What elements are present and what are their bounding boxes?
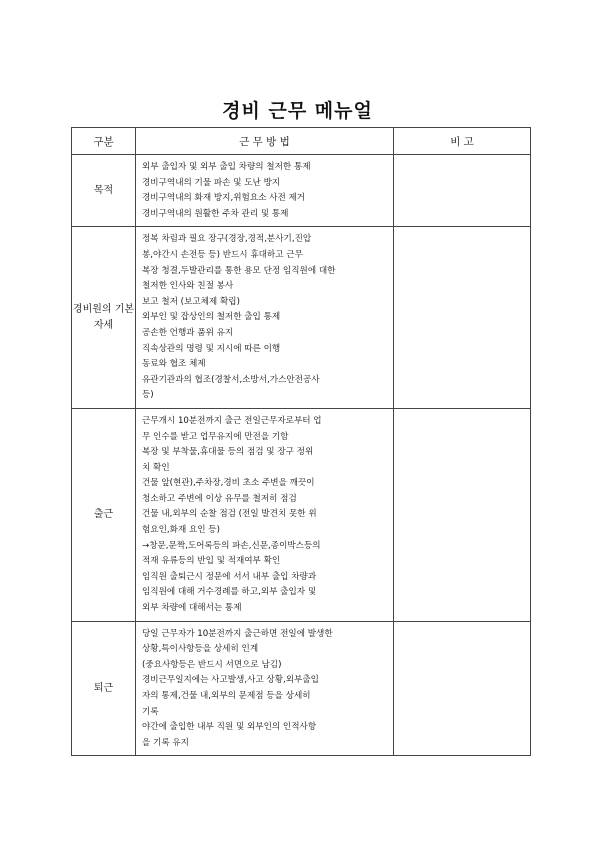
method-cell xyxy=(136,408,394,621)
method-line: 야간에 출입한 내부 직원 및 외부인의 인적사항 xyxy=(142,722,317,733)
method-line: 봉,야간시 손전등 등) 반드시 휴대하고 근무 xyxy=(142,249,303,260)
method-line: 복장 청결,두발관리를 통한 용모 단정 임직원에 대한 xyxy=(142,265,336,276)
method-line: 정복 차림과 필요 장구(경장,경적,분사기,진압 xyxy=(142,234,312,245)
method-line: 건물 내,외부의 순찰 점검 (전일 발견치 못한 위 xyxy=(142,509,317,520)
method-line: 험요인,화재 요인 등) xyxy=(142,525,220,536)
method-line: 보고 철저 (보고체제 확립) xyxy=(142,296,240,307)
method-line: 치 확인 xyxy=(142,462,170,473)
method-line: 경비근무일지에는 사고발생,사고 상황,외부출입 xyxy=(142,675,319,686)
remark-cell xyxy=(394,155,531,227)
header-row xyxy=(72,128,531,155)
method-line: 외부 출입자 및 외부 출입 차량의 철저한 통제 xyxy=(142,162,311,172)
category-cell: 목적 xyxy=(72,155,136,227)
method-line: 직속상관의 명령 및 지시에 따른 이행 xyxy=(142,343,281,354)
remark-cell xyxy=(394,408,531,621)
method-line: 근무개시 10분전까지 출근 전일근무자로부터 업 xyxy=(142,415,322,426)
method-line: 동료와 협조 체제 xyxy=(142,359,206,370)
category-cell: 출근 xyxy=(72,408,136,621)
category-cell: 퇴근 xyxy=(72,621,136,756)
method-line: 당일 근무자가 10분전까지 출근하면 전일에 발생한 xyxy=(142,628,333,639)
method-line: 철저한 인사와 친절 봉사 xyxy=(142,281,234,292)
method-line: 기록 xyxy=(142,706,159,717)
manual-table xyxy=(71,127,531,756)
remark-cell xyxy=(394,227,531,409)
method-line: 자의 통제,건물 내,외부의 문제점 등을 상세히 xyxy=(142,691,311,701)
method-line: 유관기관과의 협조(경찰서,소방서,가스안전공사 xyxy=(142,374,320,385)
table-row-purpose xyxy=(72,155,531,227)
method-line: →창문,문짝,도어록등의 파손,신문,종이박스등의 xyxy=(142,540,321,551)
method-line: 공손한 언행과 품위 유지 xyxy=(142,327,234,338)
method-line: 경비구역내의 원활한 주차 관리 및 통제 xyxy=(142,208,289,219)
document-title: 경비 근무 메뉴얼 xyxy=(222,100,373,122)
method-line: (중요사항등은 반드시 서면으로 남김) xyxy=(142,659,282,670)
method-line: 등) xyxy=(142,390,154,401)
method-line: 상황,특이사항등을 상세히 인계 xyxy=(142,644,259,655)
method-line: 외부 차량에 대해서는 통제 xyxy=(142,603,242,614)
method-line: 복장 및 부착물,휴대물 등의 점검 및 장구 정위 xyxy=(142,447,314,458)
method-line: 청소하고 주변에 이상 유무를 철저히 점검 xyxy=(142,493,297,504)
method-line: 임직원에 대해 거수경례를 하고,외부 출입자 및 xyxy=(142,587,317,598)
header-method: 근 무 방 법 xyxy=(136,128,394,155)
header-remark: 비 고 xyxy=(394,128,531,155)
method-line: 건물 앞(현관),주차장,경비 초소 주변을 깨끗이 xyxy=(142,478,315,489)
method-cell xyxy=(136,227,394,409)
method-line: 경비구역내의 기물 파손 및 도난 방지 xyxy=(142,177,281,188)
table-row-basic-attitude xyxy=(72,227,531,409)
table-row-departure xyxy=(72,621,531,756)
method-cell xyxy=(136,155,394,227)
method-line: 외부인 및 잡상인의 철저한 출입 통제 xyxy=(142,312,281,323)
method-line: 을 기록 유지 xyxy=(142,737,189,748)
category-cell: 경비원의 기본자세 xyxy=(72,227,136,409)
method-line: 임직원 출퇴근시 정문에 서서 내부 출입 차량과 xyxy=(142,571,317,582)
header-category: 구분 xyxy=(72,128,136,155)
table-row-arrival xyxy=(72,408,531,621)
method-line: 적재 유류등의 반입 및 적재여부 확인 xyxy=(142,556,281,567)
method-line: 무 인수를 받고 업무유지에 만전을 기함 xyxy=(142,431,289,442)
method-line: 경비구역내의 화재 방지,위험요소 사전 제거 xyxy=(142,193,306,204)
method-cell xyxy=(136,621,394,756)
remark-cell xyxy=(394,621,531,756)
